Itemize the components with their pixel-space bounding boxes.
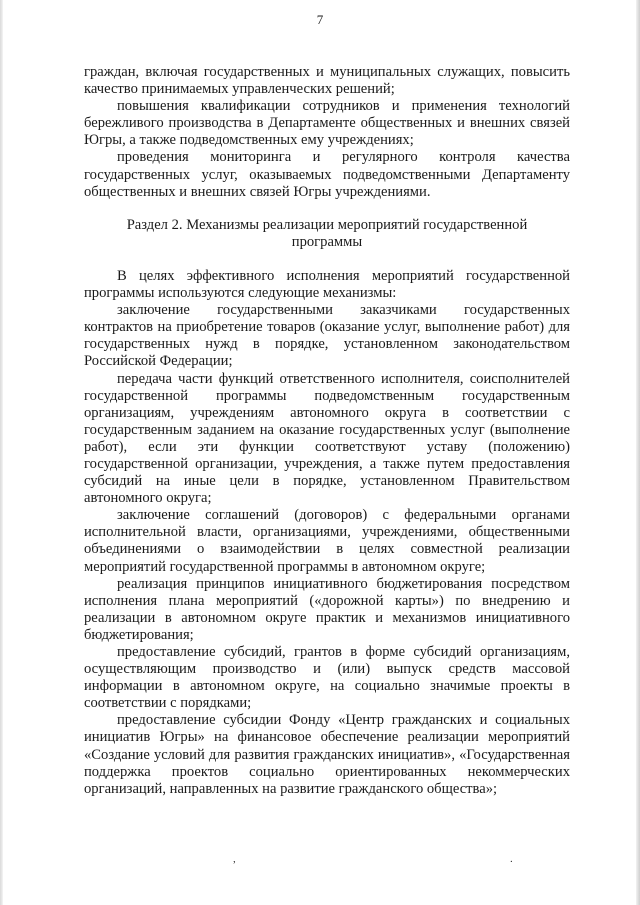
paragraph-intro: В целях эффективного исполнения мероприятий государственной программы используются следующие механизмы: — [84, 267, 570, 302]
paragraph-qualification: повышения квалификации сотрудников и применения технологий бережливого производства в Департаменте общественных и внешних связей Югры, а также подведомственных ему учреждениях; — [84, 98, 570, 149]
paragraph-monitoring: проведения мониторинга и регулярного контроля качества государственных услуг, оказываемых подведомственными Департаменту общественных и внешних связей Югры учреждениями. — [84, 149, 570, 200]
paragraph-functions-transfer: передача части функций ответственного исполнителя, соисполнителей государственной программы подведомственным государственным организациям, учреждениям автономного округа в соответствии с государственным заданием на оказание государственных услуг (выполнение работ), если эти функции соответствуют уставу (положению) государственной организации, учреждения, а также путем предоставления субсидий на иные цели в порядке, установленном Правительством автономного округа; — [84, 370, 570, 507]
footer-mark: , — [233, 853, 236, 865]
paragraph-continuation: граждан, включая государственных и муниципальных служащих, повысить качество принимаемых управленческих решений; — [84, 64, 570, 98]
section-title — [84, 217, 570, 251]
paragraph-media-subsidies: предоставление субсидий, грантов в форме субсидий организациям, осуществляющим производство и (или) выпуск средств массовой информации в автономном округе, на социально значимые проекты в соответствии с порядками; — [84, 644, 570, 712]
paragraph-initiative-budgeting: реализация принципов инициативного бюджетирования посредством исполнения плана мероприятий («дорожной карты») по внедрению и реализации в автономном округе практик и механизмов инициативного бюджетирования; — [84, 575, 570, 643]
page-number: 7 — [316, 12, 324, 27]
footer-mark: . — [510, 853, 513, 865]
document-body — [84, 64, 570, 798]
scan-edge-left — [0, 0, 3, 905]
section-title-line-2: программы — [291, 233, 363, 250]
section-title-line-1: Раздел 2. Механизмы реализации мероприятий государственной — [126, 216, 528, 233]
scan-edge-right — [636, 0, 640, 905]
paragraph-agreements: заключение соглашений (договоров) с федеральными органами исполнительной власти, организациями, учреждениями, общественными объединениями о взаимодействии в целях совместной реализации мероприятий государственной программы в автономном округе; — [84, 507, 570, 575]
paragraph-fund-subsidy: предоставление субсидии Фонду «Центр гражданских и социальных инициатив Югры» на финансовое обеспечение реализации мероприятий «Создание условий для развития гражданских инициатив», «Государственная поддержка проектов социально ориентированных некоммерческих организаций, направленных на развитие гражданского общества»; — [84, 712, 570, 797]
paragraph-contracts: заключение государственными заказчиками государственных контрактов на приобретение товаров (оказание услуг, выполнение работ) для государственных нужд в порядке, установленном законодательством Российской Федерации; — [84, 302, 570, 370]
